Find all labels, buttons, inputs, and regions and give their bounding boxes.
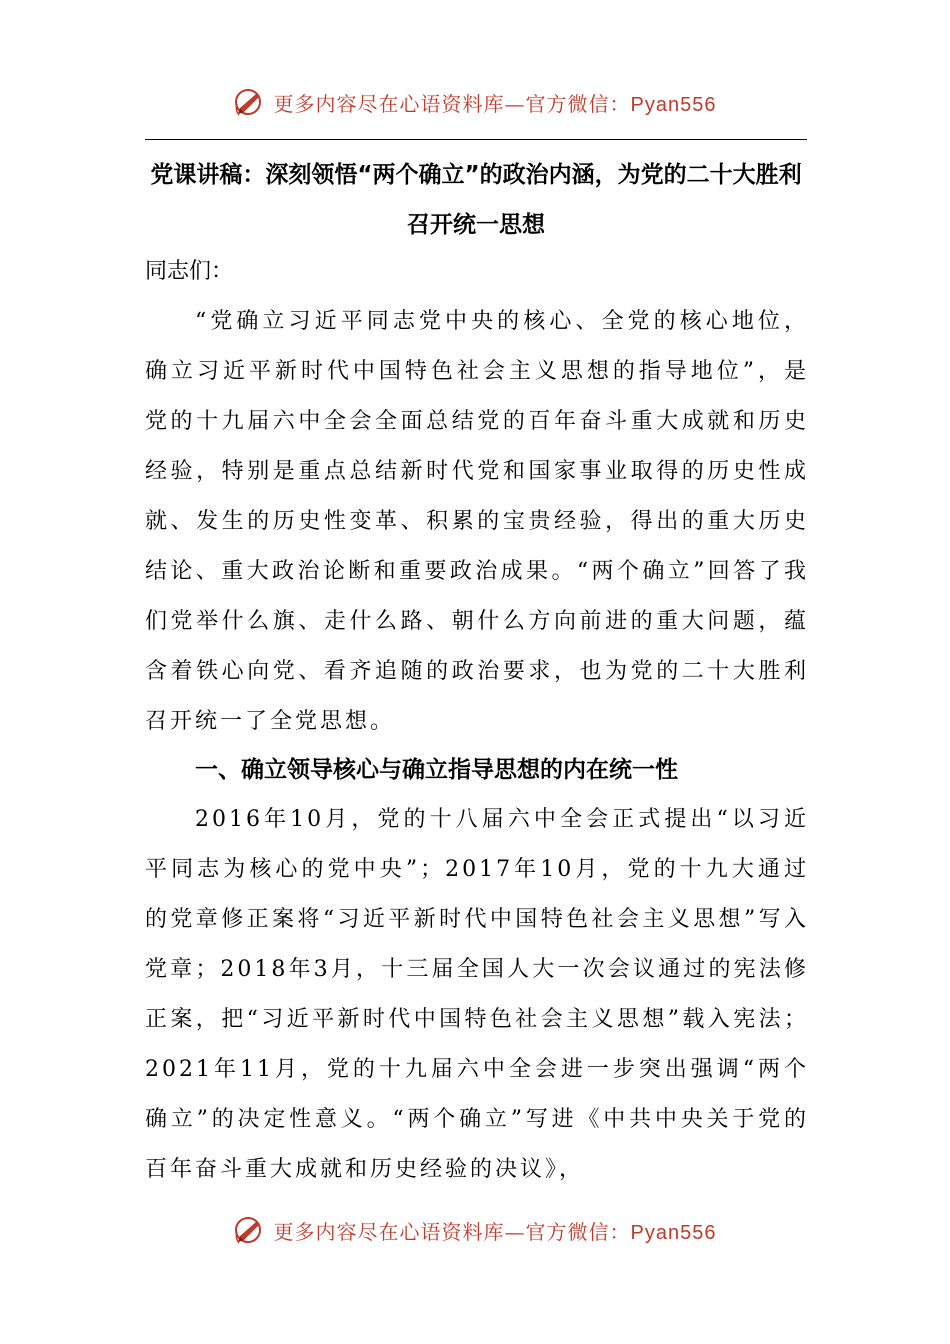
- footer-banner: [0, 1210, 950, 1250]
- header-divider: [145, 139, 807, 140]
- banner-text: 更多内容尽在心语资料库—官方微信：Pyan556: [273, 91, 717, 116]
- header-banner: [0, 82, 950, 122]
- banner-handle: Pyan556: [630, 1221, 717, 1244]
- document-title: 党课讲稿：深刻领悟“两个确立”的政治内涵，为党的二十大胜利召开统一思想: [150, 162, 802, 238]
- banner-text: 更多内容尽在心语资料库—官方微信：Pyan556: [273, 1219, 717, 1244]
- banner-handle: Pyan556: [630, 93, 717, 116]
- pen-logo-icon: [234, 1214, 266, 1246]
- pen-logo-icon: [234, 86, 266, 118]
- paragraph-2: 2016年10月，党的十八届六中全会正式提出“以习近平同志为核心的党中央”；2017年10月，党的十九大通过的党章修正案将“习近平新时代中国特色社会主义思想”写入党章；2018年3月，十三届全国人大一次会议通过的宪法修正案，把“习近平新时代中国特色社会主义思想”载入宪法；2021年11月，党的十九届六中全会进一步突出强调“两个确立”的决定性意义。“两个确立”写进《中共中央关于党的百年奋斗重大成就和历史经验的决议》，: [145, 807, 809, 1182]
- salutation: 同志们：: [145, 259, 234, 284]
- section-heading-1: 一、确立领导核心与确立指导思想的内在统一性: [195, 757, 678, 783]
- paragraph-1: “党确立习近平同志党中央的核心、全党的核心地位，确立习近平新时代中国特色社会主义思想的指导地位”，是党的十九届六中全会全面总结党的百年奋斗重大成就和历史经验，特别是重点总结新时代党和国家事业取得的历史性成就、发生的历史性变革、积累的宝贵经验，得出的重大历史结论、重大政治论断和重要政治成果。“两个确立”回答了我们党举什么旗、走什么路、朝什么方向前进的重大问题，蕴含着铁心向党、看齐追随的政治要求，也为党的二十大胜利召开统一了全党思想。: [145, 309, 809, 734]
